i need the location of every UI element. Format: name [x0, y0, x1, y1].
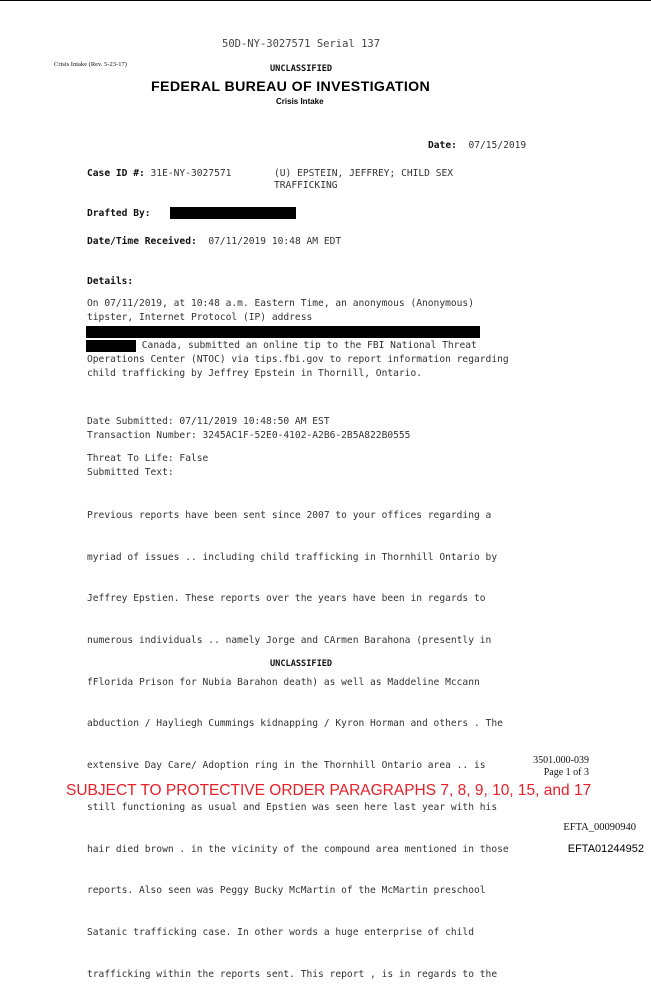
details-line-4: Operations Center (NTOC) via tips.fbi.gov to report information regarding — [87, 354, 509, 365]
threat-to-life: Threat To Life: False — [87, 453, 209, 464]
received-field — [87, 236, 341, 247]
details-line-3: Canada, submitted an online tip to the FBI National Threat — [136, 340, 477, 351]
case-title-line1: (U) EPSTEIN, JEFFREY; CHILD SEX — [274, 168, 454, 179]
classification-footer: UNCLASSIFIED — [270, 659, 333, 669]
details-line-1: On 07/11/2019, at 10:48 a.m. Eastern Time, an anonymous (Anonymous) — [87, 298, 474, 309]
form-id: Crisis Intake (Rev. 5-23-17) — [54, 61, 127, 68]
submitted-text-line: numerous individuals .. namely Jorge and CArmen Barahona (presently in — [87, 634, 492, 646]
submitted-text-line: trafficking within the reports sent. This report , is in regards to the — [87, 968, 498, 980]
received-value: 07/11/2019 10:48 AM EDT — [208, 236, 342, 247]
submitted-text-label: Submitted Text: — [87, 467, 174, 478]
top-border-line — [0, 0, 651, 1]
case-id-label: Case ID #: — [87, 168, 145, 179]
form-name: Crisis Intake — [276, 97, 324, 106]
submitted-text-line: Jeffrey Epstien. These reports over the years have been in regards to — [87, 593, 486, 605]
submitted-text-line: fFlorida Prison for Nubia Barahon death) as well as Maddeline Mccann — [87, 676, 480, 688]
protective-order-notice: SUBJECT TO PROTECTIVE ORDER PARAGRAPHS 7, 8, 9, 10, 15, and 17 — [66, 782, 592, 799]
bates-number-1: EFTA_00090940 — [563, 822, 636, 833]
submitted-text-line: abduction / Hayliegh Cummings kidnapping / Kyron Horman and others . The — [87, 718, 503, 730]
bates-number-2: EFTA01244952 — [567, 843, 644, 855]
case-id-field — [87, 168, 231, 179]
page-number: Page 1 of 3 — [543, 767, 589, 778]
details-line-5: child trafficking by Jeffrey Epstein in Thornill, Ontario. — [87, 368, 423, 379]
submitted-text-line: hair died brown . in the vicinity of the compound area mentioned in those — [87, 843, 509, 855]
received-label: Date/Time Received: — [87, 236, 197, 247]
submitted-text-line: reports. Also seen was Peggy Bucky McMartin of the McMartin preschool — [87, 885, 486, 897]
date-value: 07/15/2019 — [468, 140, 527, 151]
agency-title: FEDERAL BUREAU OF INVESTIGATION — [151, 79, 431, 95]
details-label: Details: — [87, 276, 134, 287]
classification-header: UNCLASSIFIED — [270, 64, 333, 74]
submitted-text-body — [87, 481, 509, 996]
date-label: Date: — [428, 140, 457, 151]
submitted-text-line: still functioning as usual and Epstien was seen here last year with his — [87, 801, 498, 813]
date-submitted: Date Submitted: 07/11/2019 10:48:50 AM EST — [87, 416, 330, 427]
details-line-2: tipster, Internet Protocol (IP) address — [87, 312, 313, 323]
document-number: 3501.000-039 — [533, 755, 589, 766]
redaction-location — [86, 340, 136, 352]
redaction-drafted-by — [170, 207, 296, 219]
transaction-number: Transaction Number: 3245AC1F-52E0-4102-A2B6-2B5A822B0555 — [87, 430, 411, 441]
submitted-text-line: myriad of issues .. including child trafficking in Thornhill Ontario by — [87, 551, 498, 563]
date-field — [428, 140, 526, 151]
case-title-line2: TRAFFICKING — [274, 180, 338, 191]
submitted-text-line: Previous reports have been sent since 2007 to your offices regarding a — [87, 509, 492, 521]
submitted-text-line: extensive Day Care/ Adoption ring in the Thornhill Ontario area .. is — [87, 760, 486, 772]
submitted-text-line: Satanic trafficking case. In other words a huge enterprise of child — [87, 927, 474, 938]
drafted-by-label: Drafted By: — [87, 208, 151, 219]
serial-number: 50D-NY-3027571 Serial 137 — [222, 38, 381, 50]
redaction-ip-address — [86, 326, 480, 338]
case-id-value: 31E-NY-3027571 — [150, 168, 232, 179]
